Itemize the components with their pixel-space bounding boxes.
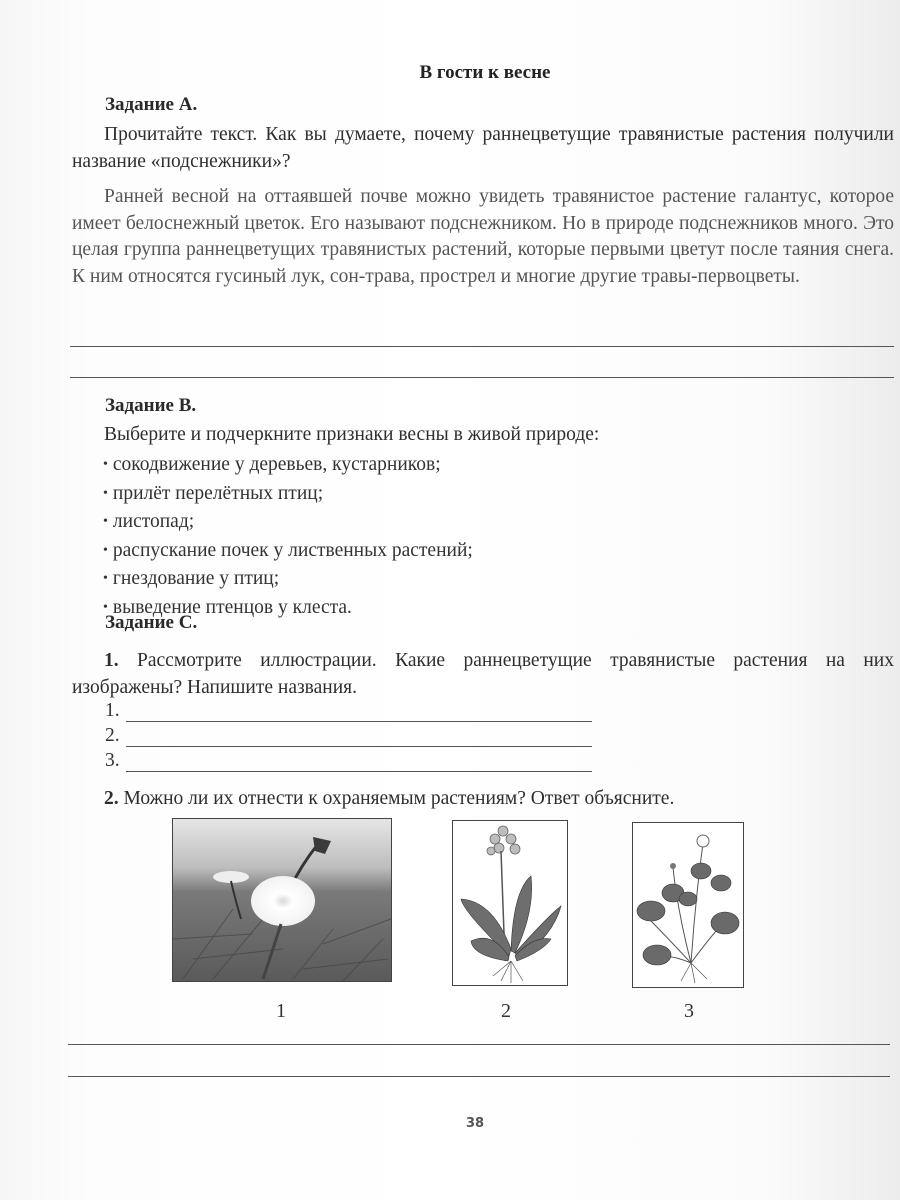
answer-number: 3.: [105, 750, 120, 771]
task-a-question: Прочитайте текст. Как вы думаете, почему раннецветущие травянистые растения получили название «подснежники»?: [72, 124, 894, 172]
question-number: 1.: [104, 650, 119, 671]
figure-2: [452, 820, 568, 986]
answer-number: 2.: [105, 725, 120, 746]
question-text: Рассмотрите иллюстрации. Какие раннецветущие травянистые растения на них изображены? Напишите названия.: [72, 650, 894, 698]
task-c-answer-line-2[interactable]: [68, 1076, 890, 1077]
list-item-text[interactable]: сокодвижение у деревьев, кустарников;: [112, 454, 441, 475]
task-c-heading: Задание С.: [105, 612, 198, 633]
figure-1: [172, 818, 392, 982]
task-a-answer-line-1[interactable]: [70, 346, 894, 347]
question-text: Можно ли их отнести к охраняемым растениям? Ответ объясните.: [123, 788, 675, 809]
answer-row-3: [105, 750, 592, 772]
task-a-heading: Задание А.: [105, 94, 198, 115]
answer-number: 1.: [105, 700, 120, 721]
figure-3-caption: 3: [684, 1000, 694, 1022]
coltsfoot-photo-icon: [173, 819, 391, 981]
list-item-text[interactable]: прилёт перелётных птиц;: [112, 482, 324, 504]
answer-blank[interactable]: [126, 728, 592, 747]
list-item[interactable]: [103, 481, 473, 510]
list-item-text[interactable]: гнездование у птиц;: [112, 568, 280, 589]
list-item[interactable]: [103, 566, 473, 595]
task-c-question-2: [72, 786, 894, 813]
task-b-heading: Задание В.: [105, 395, 197, 416]
task-c-question-1: [72, 648, 894, 701]
question-number: 2.: [104, 788, 119, 809]
spring-signs-list: [103, 452, 473, 623]
task-b-instruction: Выберите и подчеркните признаки весны в живой природе:: [104, 424, 600, 445]
figure-2-caption: 2: [501, 1000, 511, 1022]
answer-blank[interactable]: [126, 703, 592, 722]
task-a-answer-line-2[interactable]: [70, 377, 894, 378]
list-item-text[interactable]: выведение птенцов у клеста.: [112, 596, 352, 618]
list-item-text[interactable]: распускание почек у лиственных растений;: [112, 539, 473, 561]
answer-row-1: [105, 700, 592, 722]
list-item[interactable]: [103, 452, 473, 481]
figure-3: [632, 822, 744, 988]
answer-row-2: [105, 725, 592, 747]
task-a-text: Ранней весной на оттаявшей почве можно увидеть травянистое растение галантус, которое имеет белоснежный цветок. Его называют подснежником. Но в природе подснежников много. Это целая группа раннецветущих травянистых растений, которые первыми цветут после таяния снега. К ним относятся гусиный лук, сон-трава, прострел и многие другие травы-первоцветы.: [72, 186, 894, 287]
page-title: В гости к весне: [419, 62, 551, 83]
anemone-drawing-icon: [633, 823, 743, 987]
task-c-answer-line-1[interactable]: [68, 1044, 890, 1045]
answer-blank[interactable]: [126, 753, 592, 772]
list-item[interactable]: [103, 509, 473, 538]
primrose-drawing-icon: [453, 821, 567, 985]
list-item-text[interactable]: листопад;: [112, 511, 195, 532]
list-item[interactable]: [103, 538, 473, 567]
figure-1-caption: 1: [276, 1000, 286, 1022]
page-number: 38: [465, 1116, 485, 1131]
